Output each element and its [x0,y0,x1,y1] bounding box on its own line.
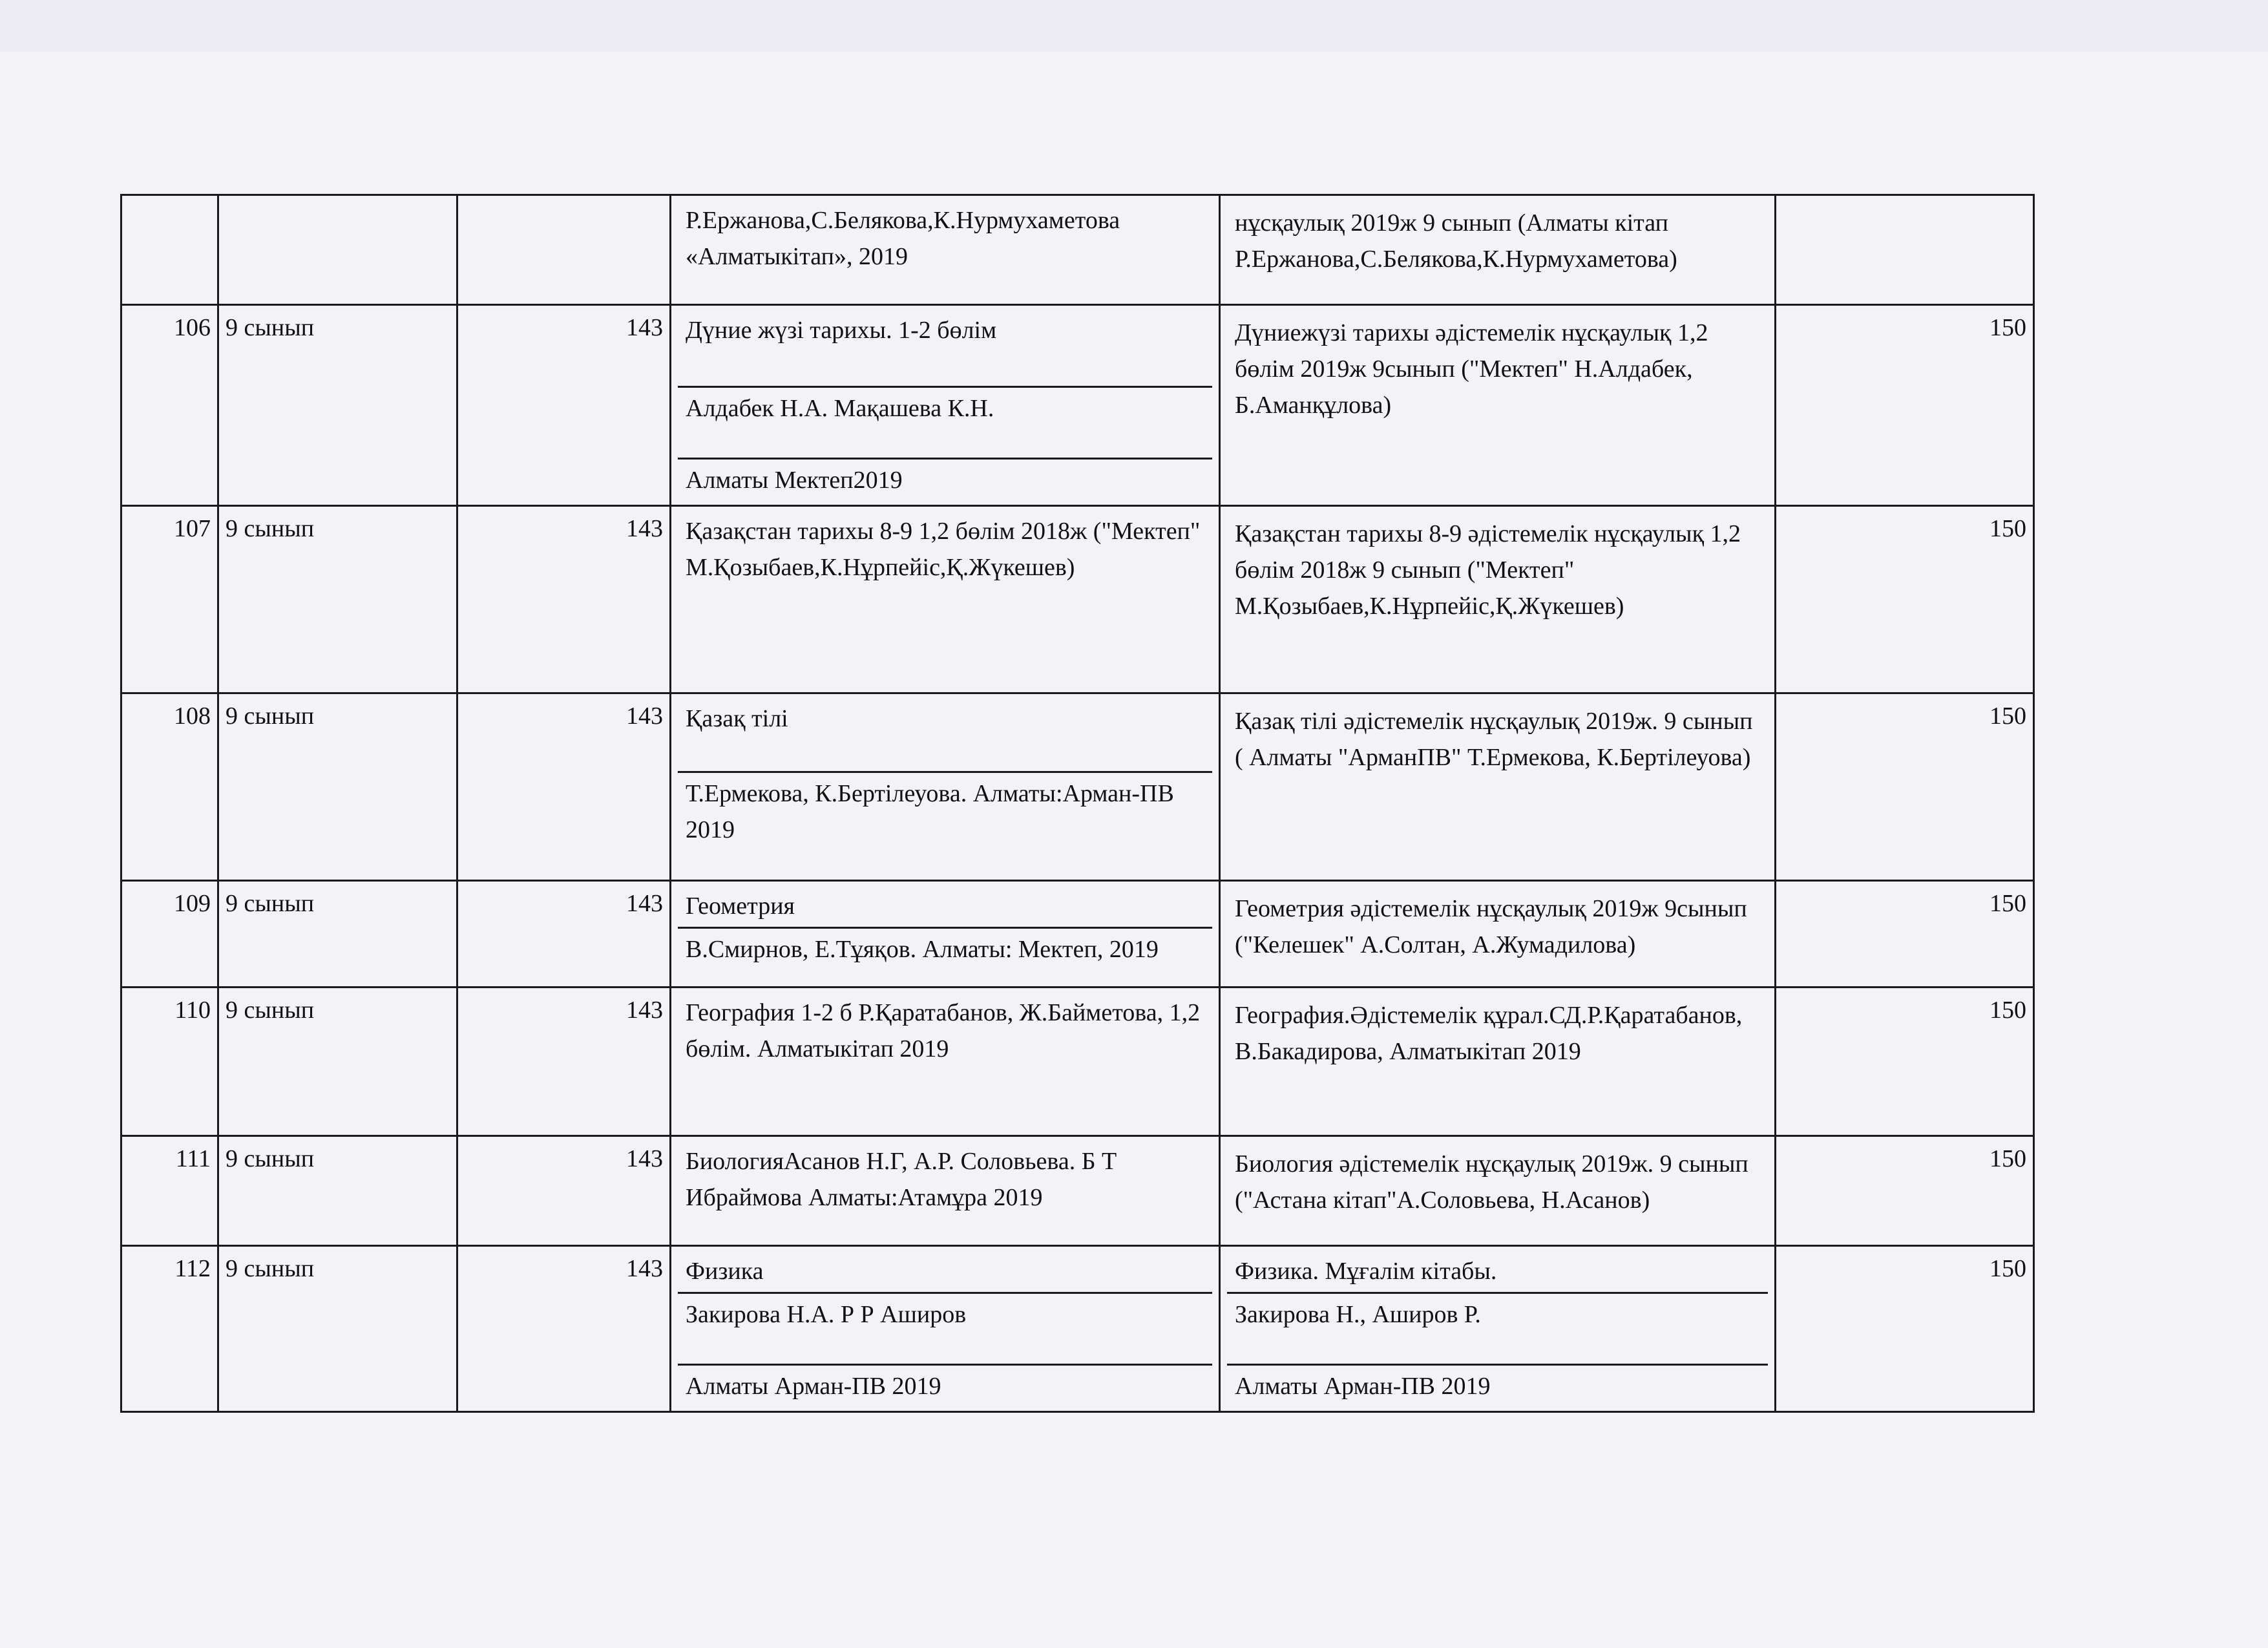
table-row [121,881,2034,988]
cell-num: 106 [121,305,218,506]
cell-class: 9 сынып [218,988,457,1136]
cell-book [671,506,1220,693]
cell-book [671,693,1220,881]
cell-qty: 143 [457,988,671,1136]
cell-guide [1220,693,1776,881]
guide-publisher: Алматы Арман-ПВ 2019 [1235,1373,1491,1400]
table-row [121,693,2034,881]
cell-book [671,881,1220,988]
cell-qty: 143 [457,305,671,506]
cell-guide [1220,506,1776,693]
cell-class: 9 сынып [218,693,457,881]
book-authors: Закирова Н.А. Р Р Аширов [678,1294,1212,1366]
table-row [121,1246,2034,1412]
cell-total [1776,195,2034,305]
guide-text: Геометрия әдістемелік нұсқаулық 2019ж 9сынып ("Келешек" А.Солтан, А.Жумадилова) [1235,895,1747,958]
cell-class: 9 сынып [218,305,457,506]
table-row [121,305,2034,506]
cell-qty: 143 [457,693,671,881]
cell-book [671,1136,1220,1246]
cell-total: 150 [1776,1136,2034,1246]
cell-num: 112 [121,1246,218,1412]
cell-class [218,195,457,305]
textbook-table [120,194,2035,1413]
guide-title: Физика. Мұғалім кітабы. [1227,1251,1768,1294]
cell-book [671,305,1220,506]
book-publisher: Алматы Мектеп2019 [686,467,903,494]
book-publisher: Алматы Арман-ПВ 2019 [686,1373,941,1400]
book-title: Физика [678,1251,1212,1294]
guide-text: Биология әдістемелік нұсқаулық 2019ж. 9 сынып ("Астана кітап"А.Соловьева, Н.Асанов) [1235,1150,1748,1214]
book-title: БиологияАсанов Н.Г, А.Р. Соловьева. Б Т Ибраймова Алматы:Атамұра 2019 [686,1148,1117,1211]
cell-class: 9 сынып [218,1246,457,1412]
cell-guide [1220,988,1776,1136]
table-row [121,988,2034,1136]
cell-book [671,195,1220,305]
cell-total: 150 [1776,881,2034,988]
book-authors: В.Смирнов, Е.Тұяқов. Алматы: Мектеп, 2019 [686,936,1159,963]
cell-num [121,195,218,305]
guide-text: Дүниежүзі тарихы әдістемелік нұсқаулық 1,2 бөлім 2019ж 9сынып ("Мектеп" Н.Алдабек, Б.Аманқұлова) [1235,319,1708,419]
cell-guide [1220,305,1776,506]
cell-num: 108 [121,693,218,881]
cell-qty: 143 [457,881,671,988]
cell-book [671,988,1220,1136]
cell-class: 9 сынып [218,881,457,988]
cell-qty [457,195,671,305]
cell-total: 150 [1776,506,2034,693]
book-title: Қазақстан тарихы 8-9 1,2 бөлім 2018ж ("Мектеп" М.Қозыбаев,К.Нұрпейіс,Қ.Жүкешев) [686,518,1201,581]
cell-qty: 143 [457,506,671,693]
guide-text: Қазақ тілі әдістемелік нұсқаулық 2019ж. 9 сынып ( Алматы "АрманПВ" Т.Ермекова, К.Бертілеуова) [1235,708,1753,771]
scan-background [0,0,2268,52]
book-title: Қазақ тілі [678,698,1212,773]
cell-guide [1220,881,1776,988]
cell-guide [1220,1246,1776,1412]
book-text: Р.Ержанова,С.Белякова,К.Нурмухаметова «Алматыкітап», 2019 [686,207,1120,270]
cell-book [671,1246,1220,1412]
cell-total: 150 [1776,305,2034,506]
cell-total: 150 [1776,988,2034,1136]
table-row-carry [121,195,2034,305]
cell-qty: 143 [457,1246,671,1412]
cell-guide [1220,195,1776,305]
table-row [121,506,2034,693]
book-title: Геометрия [678,885,1212,929]
book-authors: Т.Ермекова, К.Бертілеуова. Алматы:Арман-ПВ 2019 [686,780,1174,843]
cell-qty: 143 [457,1136,671,1246]
table-row [121,1136,2034,1246]
guide-text: нұсқаулық 2019ж 9 сынып (Алматы кітап Р.Ержанова,С.Белякова,К.Нурмухаметова) [1235,209,1677,273]
guide-text: География.Әдістемелік құрал.СД.Р.Қаратабанов, В.Бакадирова, Алматыкітап 2019 [1235,1002,1743,1065]
book-title: Дүние жүзі тарихы. 1-2 бөлім [678,310,1212,388]
book-title: География 1-2 б Р.Қаратабанов, Ж.Байметова, 1,2 бөлім. Алматыкітап 2019 [686,999,1201,1062]
cell-class: 9 сынып [218,506,457,693]
cell-total: 150 [1776,1246,2034,1412]
cell-num: 111 [121,1136,218,1246]
cell-guide [1220,1136,1776,1246]
cell-class: 9 сынып [218,1136,457,1246]
document-page [120,194,2035,1413]
book-authors: Алдабек Н.А. Мақашева К.Н. [678,388,1212,460]
guide-authors: Закирова Н., Аширов Р. [1227,1294,1768,1366]
cell-num: 107 [121,506,218,693]
guide-text: Қазақстан тарихы 8-9 әдістемелік нұсқаулық 1,2 бөлім 2018ж 9 сынып ("Мектеп" М.Қозыбаев,К.Нұрпейіс,Қ.Жүкешев) [1235,520,1741,620]
cell-num: 110 [121,988,218,1136]
cell-num: 109 [121,881,218,988]
cell-total: 150 [1776,693,2034,881]
